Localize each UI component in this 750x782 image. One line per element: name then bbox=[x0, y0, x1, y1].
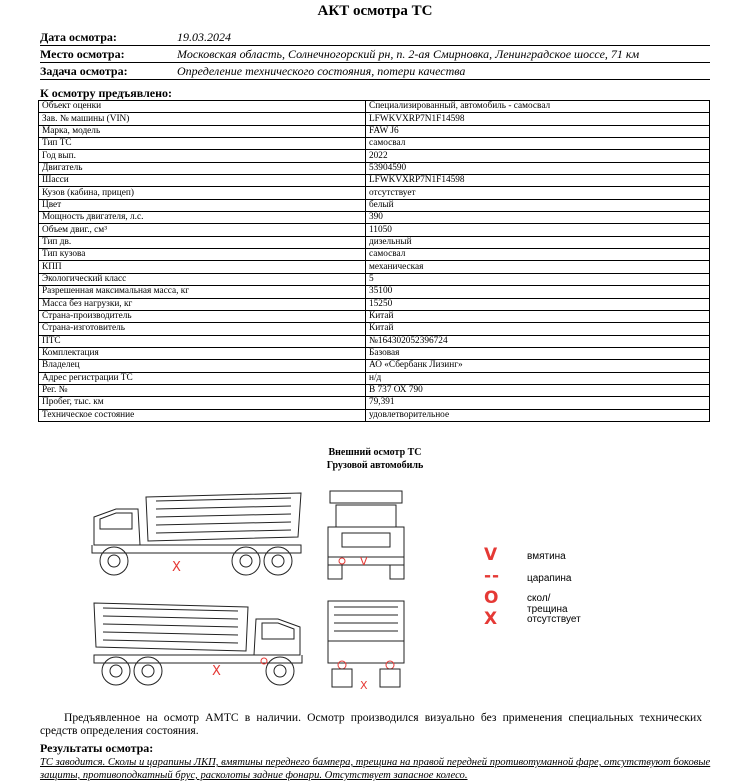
spec-key: Тип ТС bbox=[39, 138, 366, 150]
spec-key: Рег. № bbox=[39, 384, 366, 396]
spec-value: LFWKVXRP7N1F14598 bbox=[366, 113, 710, 125]
meta-value: Московская область, Солнечногорский рн, п. 2-ая Смирновка, Ленинградское шоссе, 71 км bbox=[177, 47, 640, 61]
spec-row bbox=[39, 286, 710, 298]
spec-key: Пробег, тыс. км bbox=[39, 397, 366, 409]
meta-row-date bbox=[40, 29, 710, 46]
spec-key: КПП bbox=[39, 261, 366, 273]
spec-row bbox=[39, 409, 710, 421]
spec-key: Год вып. bbox=[39, 150, 366, 162]
spec-value: удовлетворительное bbox=[366, 409, 710, 421]
spec-value: 5 bbox=[366, 273, 710, 285]
spec-value: Китай bbox=[366, 310, 710, 322]
spec-key: Двигатель bbox=[39, 162, 366, 174]
spec-key: Зав. № машины (VIN) bbox=[39, 113, 366, 125]
spec-value: 390 bbox=[366, 212, 710, 224]
exterior-subtitle: Грузовой автомобиль bbox=[326, 460, 424, 471]
spec-row bbox=[39, 298, 710, 310]
spec-key: Масса без нагрузки, кг bbox=[39, 298, 366, 310]
spec-value: В 737 ОХ 790 bbox=[366, 384, 710, 396]
spec-value: LFWKVXRP7N1F14598 bbox=[366, 175, 710, 187]
spec-key: Страна-производитель bbox=[39, 310, 366, 322]
vehicle-spec-table bbox=[38, 100, 710, 422]
spec-row bbox=[39, 187, 710, 199]
spec-row bbox=[39, 150, 710, 162]
spec-key: Разрешенная максимальная масса, кг bbox=[39, 286, 366, 298]
document-title: АКТ осмотра ТС bbox=[317, 3, 433, 19]
spec-value: Базовая bbox=[366, 347, 710, 359]
spec-value: 79,391 bbox=[366, 397, 710, 409]
spec-row bbox=[39, 162, 710, 174]
truck-rear-diagram bbox=[322, 597, 410, 692]
spec-row bbox=[39, 347, 710, 359]
results-title: Результаты осмотра: bbox=[40, 741, 154, 755]
spec-value: отсутствует bbox=[366, 187, 710, 199]
truck-front-diagram bbox=[322, 487, 410, 582]
spec-value: FAW J6 bbox=[366, 125, 710, 137]
exterior-title: Внешний осмотр ТС bbox=[328, 447, 422, 458]
svg-text:X: X bbox=[212, 664, 221, 679]
section-title: К осмотру предъявлено: bbox=[40, 86, 173, 100]
meta-value: Определение технического состояния, потери качества bbox=[177, 64, 466, 78]
spec-row bbox=[39, 113, 710, 125]
spec-value: 35100 bbox=[366, 286, 710, 298]
spec-row bbox=[39, 397, 710, 409]
inspection-paragraph: Предъявленное на осмотр АМТС в наличии. Осмотр производился визуально без применения специальных технических средств определения состояния. bbox=[40, 711, 702, 737]
meta-value: 19.03.2024 bbox=[177, 30, 231, 44]
spec-value: самосвал bbox=[366, 138, 710, 150]
legend-label: скол/трещина bbox=[527, 593, 568, 615]
meta-label: Дата осмотра: bbox=[40, 30, 117, 44]
spec-key: Кузов (кабина, прицеп) bbox=[39, 187, 366, 199]
spec-key: Цвет bbox=[39, 199, 366, 211]
spec-row bbox=[39, 125, 710, 137]
spec-value: самосвал bbox=[366, 249, 710, 261]
spec-row bbox=[39, 101, 710, 113]
spec-value: механическая bbox=[366, 261, 710, 273]
results-text: ТС заводится. Сколы и царапины ЛКП, вмятины переднего бампера, трещина на правой передней противотуманной фаре, отсутствуют боковые защиты, противоподкатный брус, расколоты задние фонари. Отсутствует запасное колесо. bbox=[40, 757, 711, 781]
spec-row bbox=[39, 372, 710, 384]
spec-row bbox=[39, 224, 710, 236]
spec-key: Тип дв. bbox=[39, 236, 366, 248]
spec-key: Шасси bbox=[39, 175, 366, 187]
spec-value: Специализированный, автомобиль - самосвал bbox=[366, 101, 710, 113]
spec-value: №164302052396724 bbox=[366, 335, 710, 347]
spec-row bbox=[39, 384, 710, 396]
meta-label: Задача осмотра: bbox=[40, 64, 128, 78]
spec-key: Адрес регистрации ТС bbox=[39, 372, 366, 384]
spec-key: Объем двиг., см³ bbox=[39, 224, 366, 236]
spec-row bbox=[39, 323, 710, 335]
spec-key: Владелец bbox=[39, 360, 366, 372]
missing-symbol-icon: X bbox=[484, 609, 498, 629]
meta-label: Место осмотра: bbox=[40, 47, 125, 61]
spec-value: белый bbox=[366, 199, 710, 211]
meta-row-task bbox=[40, 63, 710, 80]
spec-row bbox=[39, 273, 710, 285]
spec-key: Тип кузова bbox=[39, 249, 366, 261]
spec-key: Техническое состояние bbox=[39, 409, 366, 421]
spec-row bbox=[39, 236, 710, 248]
spec-key: Марка, модель bbox=[39, 125, 366, 137]
truck-right-side-diagram bbox=[86, 597, 308, 692]
spec-value: 15250 bbox=[366, 298, 710, 310]
legend-label: отсутствует bbox=[527, 614, 581, 625]
spec-row bbox=[39, 199, 710, 211]
scratch-symbol-icon: -- bbox=[484, 566, 501, 586]
truck-left-side-diagram bbox=[86, 487, 308, 582]
spec-key: Мощность двигателя, л.с. bbox=[39, 212, 366, 224]
spec-value: 11050 bbox=[366, 224, 710, 236]
spec-row bbox=[39, 261, 710, 273]
meta-row-place bbox=[40, 46, 710, 63]
svg-text:X: X bbox=[172, 560, 181, 575]
spec-row bbox=[39, 360, 710, 372]
spec-row bbox=[39, 310, 710, 322]
legend-label: царапина bbox=[527, 573, 572, 584]
spec-value: 53904590 bbox=[366, 162, 710, 174]
spec-value: АО «Сбербанк Лизинг» bbox=[366, 360, 710, 372]
spec-key: Экологический класс bbox=[39, 273, 366, 285]
dent-symbol-icon: V bbox=[484, 545, 498, 565]
spec-row bbox=[39, 138, 710, 150]
spec-row bbox=[39, 335, 710, 347]
svg-text:V: V bbox=[360, 555, 368, 568]
spec-row bbox=[39, 212, 710, 224]
chip-symbol-icon: O bbox=[484, 588, 499, 608]
spec-key: Объект оценки bbox=[39, 101, 366, 113]
svg-text:X: X bbox=[360, 679, 368, 692]
spec-row bbox=[39, 249, 710, 261]
spec-key: Страна-изготовитель bbox=[39, 323, 366, 335]
legend-label: вмятина bbox=[527, 551, 566, 562]
spec-value: Китай bbox=[366, 323, 710, 335]
spec-row bbox=[39, 175, 710, 187]
spec-key: ПТС bbox=[39, 335, 366, 347]
spec-value: 2022 bbox=[366, 150, 710, 162]
spec-value: дизельный bbox=[366, 236, 710, 248]
spec-key: Комплектация bbox=[39, 347, 366, 359]
spec-value: н/д bbox=[366, 372, 710, 384]
